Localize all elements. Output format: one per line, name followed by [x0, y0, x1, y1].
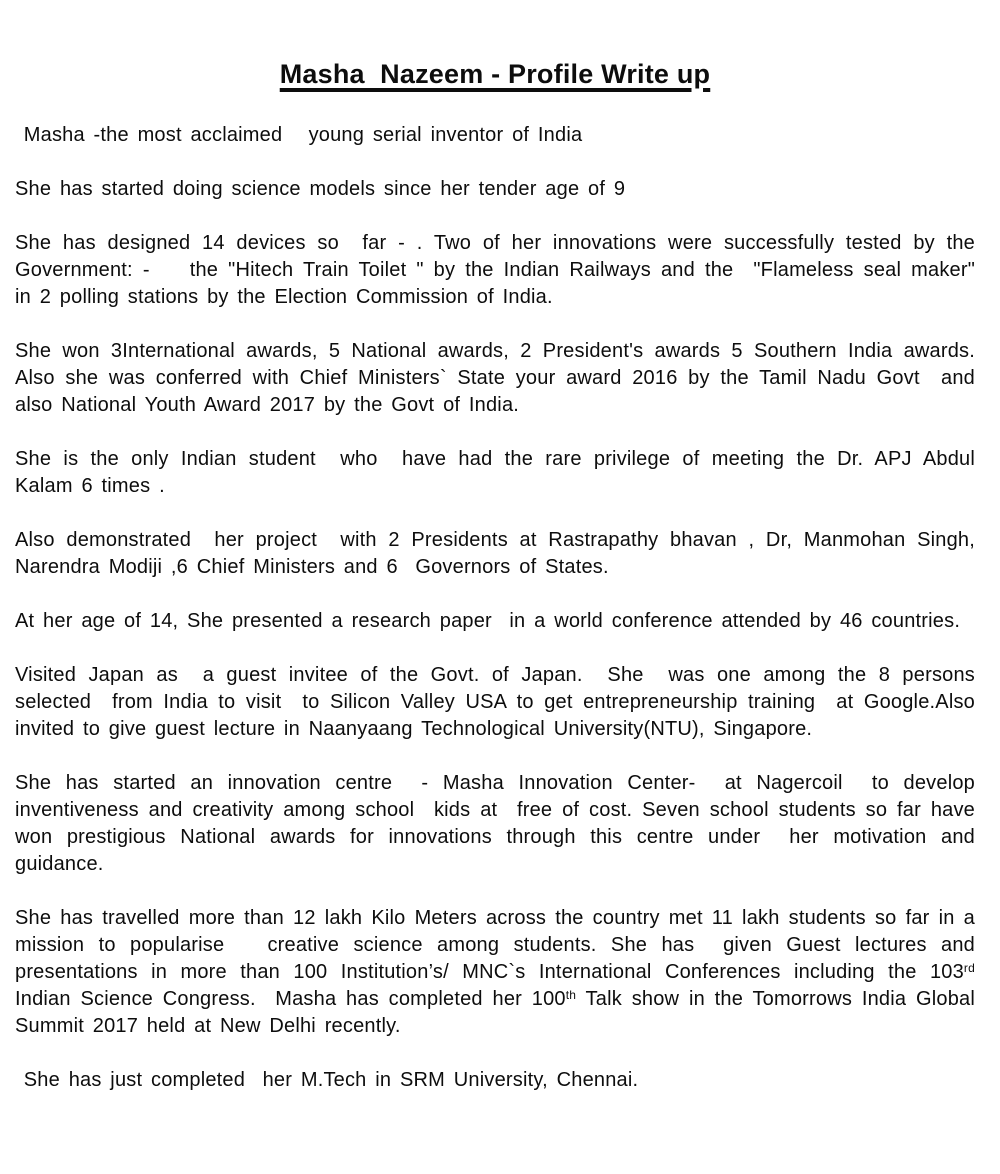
text-run: At her age of 14, She presented a research paper in a world conference attended by 46 countries.	[15, 610, 961, 632]
paragraph	[15, 176, 975, 203]
text-run: Masha -the most acclaimed young serial inventor of India	[15, 124, 583, 146]
paragraph	[15, 608, 975, 635]
text-run: She has started an innovation centre - Masha Innovation Center- at Nagercoil to develop inventiveness and creativity among school kids at free of cost. Seven school students so far have won prestigious National awards for innovations through this centre under her motivation and guidance.	[15, 772, 993, 875]
paragraph	[15, 527, 984, 581]
document-body	[15, 122, 993, 1094]
text-run: She has designed 14 devices so far - . Two of her innovations were successfully tested by the Government: - the "Hitech Train Toilet " by the Indian Railways and the "Flameless seal maker" in 2 polling stations by the Election Commission of India.	[15, 232, 984, 308]
text-run: She is the only Indian student who have had the rare privilege of meeting the Dr. APJ Abdul Kalam 6 times .	[15, 448, 984, 497]
document-title: Masha Nazeem - Profile Write up	[279, 59, 711, 89]
paragraph	[15, 905, 984, 1040]
paragraph	[15, 122, 975, 149]
paragraph	[15, 1067, 975, 1094]
paragraph	[15, 338, 984, 419]
ordinal-superscript: th	[565, 988, 577, 1002]
paragraph	[15, 446, 984, 500]
text-run: Talk show in the Tomorrows India Global Summit 2017 held at New Delhi recently.	[15, 988, 984, 1037]
text-run: Also demonstrated her project with 2 Presidents at Rastrapathy bhavan , Dr, Manmohan Singh, Narendra Modiji ,6 Chief Ministers and 6 Governors of States.	[15, 529, 984, 578]
text-run: She won 3International awards, 5 National awards, 2 President's awards 5 Southern India awards. Also she was conferred with Chief Ministers` State your award 2016 by the Tamil Nadu Govt and also National Youth Award 2017 by the Govt of India.	[15, 340, 984, 416]
text-run: She has started doing science models since her tender age of 9	[15, 178, 626, 200]
text-run: She has travelled more than 12 lakh Kilo Meters across the country met 11 lakh students so far in a mission to popularise creative science among students. She has given Guest lectures and presentations in more than 100 Institution’s/ MNC`s International Conferences including the 103	[15, 907, 984, 983]
paragraph	[15, 230, 984, 311]
paragraph	[15, 662, 984, 743]
text-run: Visited Japan as a guest invitee of the Govt. of Japan. She was one among the 8 persons selected from India to visit to Silicon Valley USA to get entrepreneurship training at Google.Also invited to give guest lecture in Naanyaang Technological University(NTU), Singapore.	[15, 664, 984, 740]
text-run: Indian Science Congress. Masha has completed her 100	[15, 961, 984, 1010]
ordinal-superscript: rd	[963, 961, 975, 975]
text-run: She has just completed her M.Tech in SRM University, Chennai.	[15, 1069, 639, 1091]
paragraph	[15, 770, 993, 878]
